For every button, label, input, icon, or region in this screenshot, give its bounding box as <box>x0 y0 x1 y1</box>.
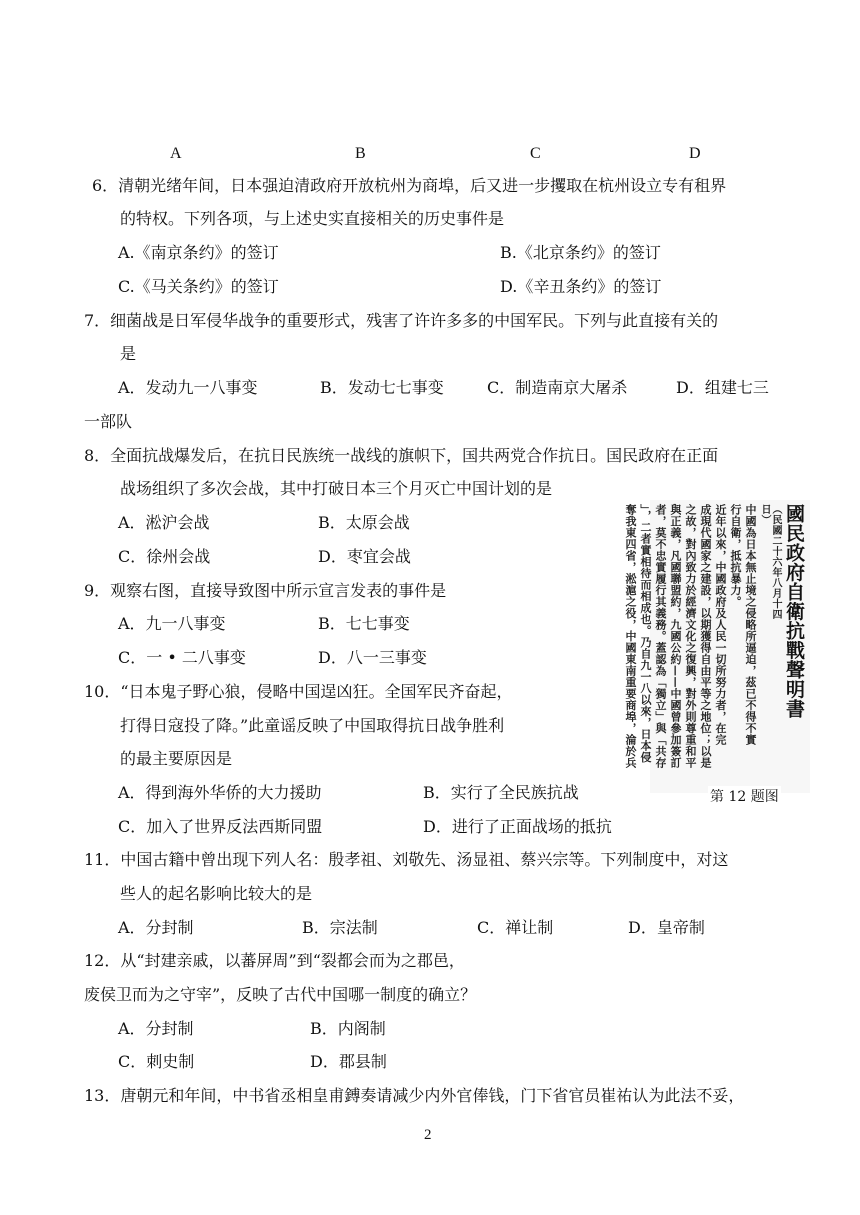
declaration-title: 國民政府自衛抗戰聲明書 <box>783 504 805 719</box>
q11-option-b: B．宗法制 <box>302 918 378 937</box>
q6-stem-line2: 的特权。下列各项，与上述史实直接相关的历史事件是 <box>120 209 505 228</box>
q13-stem-line1: 13．唐朝元和年间，中书省丞相皇甫鎛奏请减少内外官俸钱，门下省官员崔祐认为此法不妥， <box>84 1086 745 1105</box>
label-c: C <box>530 145 541 162</box>
q11-stem-line1: 11．中国古籍中曾出现下列人名：殷孝祖、刘敬先、汤显祖、蔡兴宗等。下列制度中，对这 <box>84 850 729 869</box>
declaration-column: 近年以來，中國政府及人民一切所努力者，在完 <box>714 504 727 746</box>
declaration-column: 之故，對內致力於經濟文化之復興，對外則尊重和平 <box>684 504 697 769</box>
q9-option-d: D．八一三事变 <box>318 648 427 667</box>
label-b: B <box>355 145 366 162</box>
q8-option-d: D．枣宜会战 <box>318 547 411 566</box>
page-number: 2 <box>424 1127 432 1143</box>
declaration-image <box>624 500 810 793</box>
declaration-date: （民國二十六年八月十四日） <box>759 504 781 620</box>
q6-stem-line1: 6．清朝光绪年间，日本强迫清政府开放杭州为商埠，后又进一步攫取在杭州设立专有租界 <box>92 176 727 195</box>
declaration-column: 中國為日本無止境之侵略所逼迫，茲已不得不實 <box>744 504 757 746</box>
label-a: A <box>170 145 182 162</box>
q7-stem-line2: 是 <box>120 344 137 363</box>
q12-option-d: D．郡县制 <box>310 1052 387 1071</box>
q9-option-a: A．九一八事变 <box>118 614 226 633</box>
q8-stem-line1: 8．全面抗战爆发后，在抗日民族统一战线的旗帜下，国共两党合作抗日。国民政府在正面 <box>84 446 719 465</box>
q12-stem-line1: 12．从“封建亲戚，以蕃屏周”到“裂都会而为之郡邑， <box>84 951 465 970</box>
q9-option-b: B．七七事变 <box>318 614 410 633</box>
q7-stem-line1: 7．细菌战是日军侵华战争的重要形式，残害了许许多多的中国军民。下列与此直接有关的 <box>84 311 719 330</box>
q7-option-c: C．制造南京大屠杀 <box>487 378 628 397</box>
q10-option-c: C．加入了世界反法西斯同盟 <box>118 817 323 836</box>
declaration-column: 者，莫不忠實履行其義務。蓋認為「獨立」與「共存 <box>654 504 667 769</box>
q6-option-a: A.《南京条约》的签订 <box>118 243 279 262</box>
declaration-column: 成現代國家之建設，以期獲得自由平等之地位；以是 <box>699 504 712 769</box>
q10-option-d: D．进行了正面战场的抵抗 <box>423 817 612 836</box>
q12-option-c: C．刺史制 <box>118 1052 195 1071</box>
q10-stem-line3: 的最主要原因是 <box>120 749 233 768</box>
q7-option-a: A．发动九一八事变 <box>118 378 258 397</box>
q7-option-d: D．组建七三 <box>676 378 769 397</box>
q11-option-d: D．皇帝制 <box>628 918 705 937</box>
q8-option-c: C．徐州会战 <box>118 547 211 566</box>
declaration-column: 」，二者實相待而相成也。乃自九一八以來，日本侵 <box>639 504 652 763</box>
q7-option-d-cont: 一部队 <box>84 412 133 431</box>
q6-option-d: D.《辛丑条约》的签订 <box>500 277 662 296</box>
q8-stem-line2: 战场组织了多次会战，其中打破日本三个月灭亡中国计划的是 <box>120 479 553 498</box>
q10-stem-line2: 打得日寇投了降。”此童谣反映了中国取得抗日战争胜利 <box>120 716 505 735</box>
q11-stem-line2: 些人的起名影响比较大的是 <box>120 884 313 903</box>
q10-option-b: B．实行了全民族抗战 <box>423 783 579 802</box>
declaration-column: 行自衛，抵抗暴力。 <box>729 504 742 608</box>
q12-stem-line2: 废侯卫而为之守宰”，反映了古代中国哪一制度的确立？ <box>84 985 477 1004</box>
q12-option-a: A．分封制 <box>118 1019 194 1038</box>
q7-option-b: B．发动七七事变 <box>320 378 444 397</box>
q6-option-b: B.《北京条约》的签订 <box>500 243 661 262</box>
q11-option-a: A．分封制 <box>118 918 194 937</box>
declaration-column: 奪我東四省，淞滬之役，中國東南重要商埠，淪於兵 <box>624 504 637 769</box>
q9-stem-line1: 9．观察右图，直接导致图中所示宣言发表的事件是 <box>84 581 447 600</box>
declaration-column: 與正義，凡國聯盟約，九國公約——中國曾參加簽訂 <box>669 504 682 769</box>
label-d: D <box>689 145 701 162</box>
q6-option-c: C.《马关条约》的签订 <box>118 277 279 296</box>
q11-option-c: C．禅让制 <box>477 918 554 937</box>
q10-option-a: A．得到海外华侨的大力援助 <box>118 783 322 802</box>
q10-stem-line1: 10．“日本鬼子野心狼，侵略中国逞凶狂。全国军民齐奋起， <box>84 682 513 701</box>
q12-option-b: B．内阁制 <box>310 1019 386 1038</box>
q9-option-c: C．一 • 二八事变 <box>118 648 246 667</box>
q8-option-b: B．太原会战 <box>318 513 410 532</box>
q8-option-a: A．淞沪会战 <box>118 513 210 532</box>
figure-caption: 第 12 题图 <box>708 786 781 806</box>
